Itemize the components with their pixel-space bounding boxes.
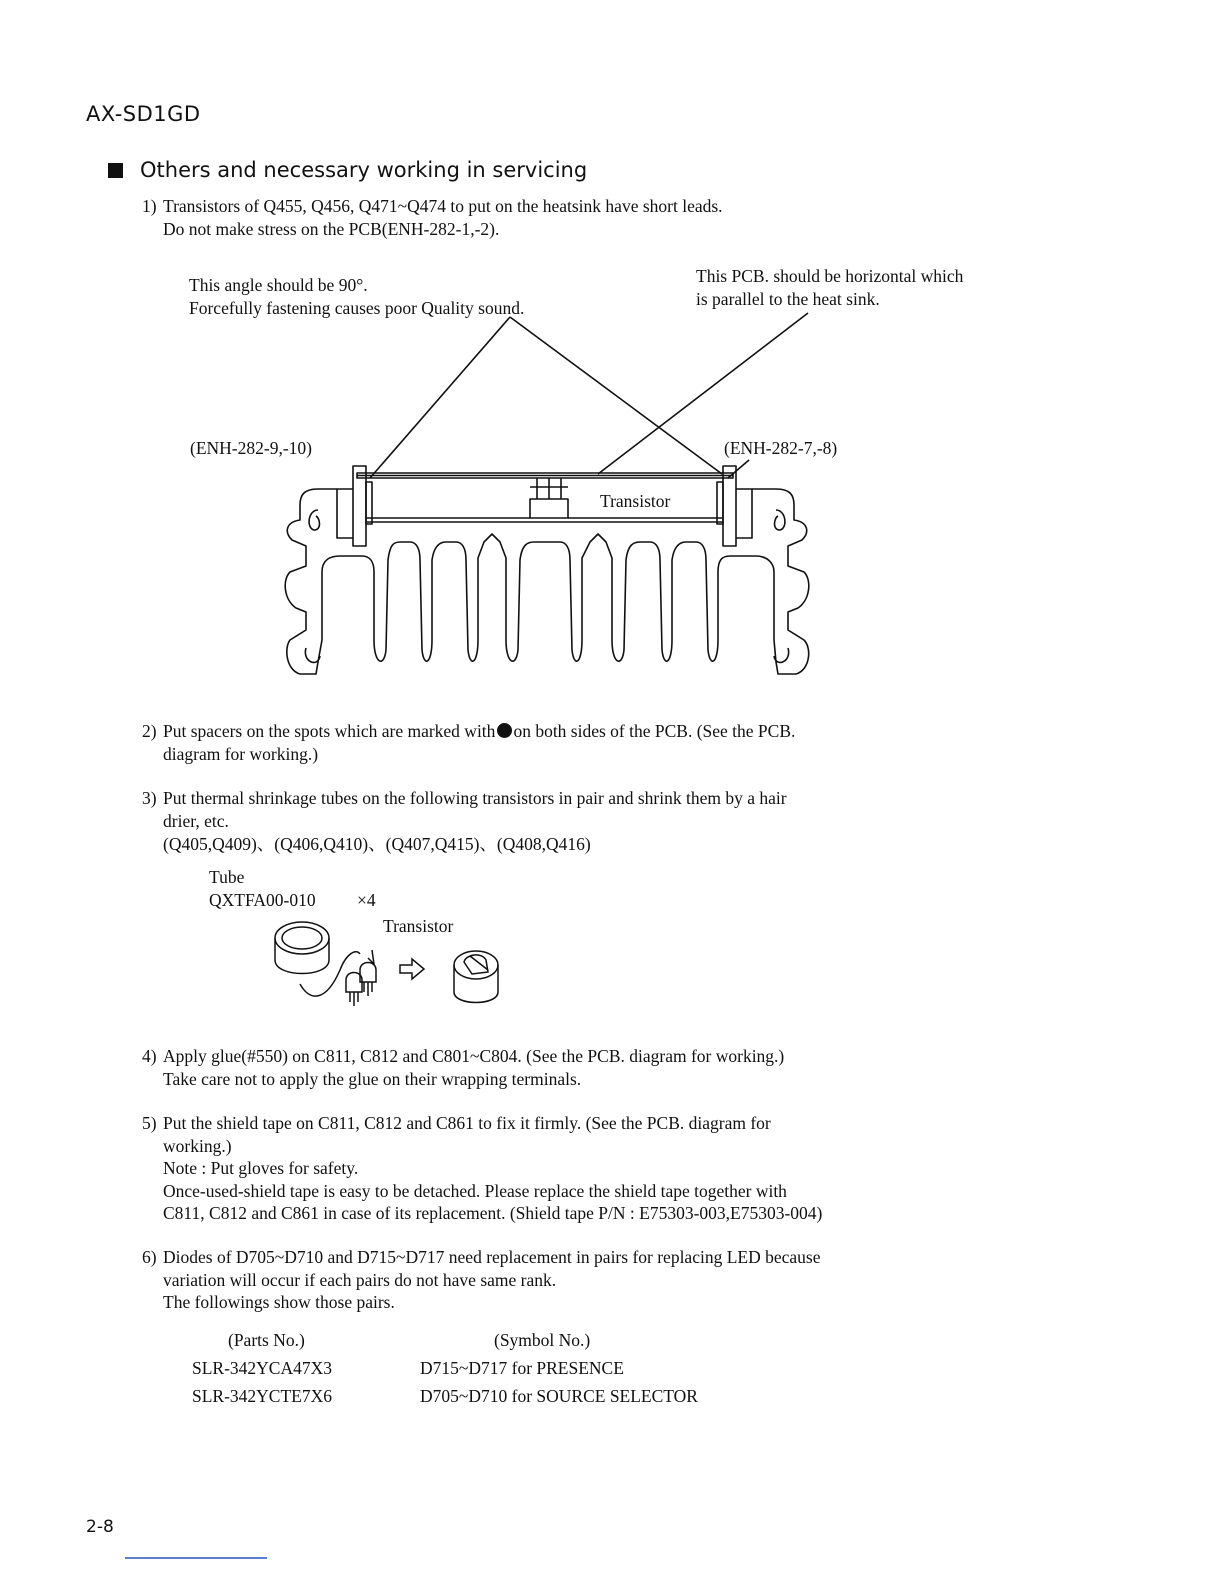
item-5-number: 5): [142, 1113, 157, 1133]
item-2-line-1-a: Put spacers on the spots which are marked with: [163, 721, 496, 741]
heatsink-body: [285, 489, 809, 674]
item-3-line-3: (Q405,Q409)、(Q406,Q410)、(Q407,Q415)、(Q408,Q416): [163, 834, 591, 854]
pcb-board: [357, 473, 733, 478]
diagram-note-angle-2: Forcefully fastening causes poor Quality sound.: [189, 298, 525, 318]
right-bracket: [717, 466, 752, 546]
table-row-1-parts: SLR-342YCA47X3: [192, 1358, 333, 1378]
item-3-line-1: Put thermal shrinkage tubes on the following transistors in pair and shrink them by a hair: [163, 788, 787, 808]
item-1-line-1: Transistors of Q455, Q456, Q471~Q474 to put on the heatsink have short leads.: [163, 196, 723, 216]
item-5-line-1: Put the shield tape on C811, C812 and C861 to fix it firmly. (See the PCB. diagram for: [163, 1113, 771, 1133]
item-5-line-4: Once-used-shield tape is easy to be detached. Please replace the shield tape together with: [163, 1181, 787, 1201]
table-row-1-symbol: D715~D717 for PRESENCE: [420, 1358, 624, 1378]
table-header-symbol: (Symbol No.): [494, 1330, 591, 1350]
item-2-line-2: diagram for working.): [163, 744, 319, 764]
left-bracket: [337, 466, 372, 546]
insert-arrow: [300, 952, 360, 996]
tube-quantity: ×4: [357, 890, 376, 910]
transistor-shape: [530, 478, 568, 518]
tube-icon: [275, 922, 329, 974]
item-1-number: 1): [142, 196, 157, 216]
diagram-note-pcb-2: is parallel to the heat sink.: [696, 289, 880, 309]
item-4-line-1: Apply glue(#550) on C811, C812 and C801~C804. (See the PCB. diagram for working.): [163, 1046, 785, 1066]
item-6-number: 6): [142, 1247, 157, 1267]
tube-label: Tube: [209, 867, 245, 887]
item-6-line-1: Diodes of D705~D710 and D715~D717 need replacement in pairs for replacing LED because: [163, 1247, 821, 1267]
item-5-line-3: Note : Put gloves for safety.: [163, 1158, 359, 1178]
diagram-note-pcb-1: This PCB. should be horizontal which: [696, 266, 964, 286]
item-3-line-2: drier, etc.: [163, 811, 229, 831]
item-1-line-2: Do not make stress on the PCB(ENH-282-1,-2).: [163, 219, 500, 239]
hollow-arrow-icon: [400, 959, 424, 979]
item-4-line-2: Take care not to apply the glue on their wrapping terminals.: [163, 1069, 582, 1089]
footer-rule: [125, 1557, 267, 1559]
tube-part-number: QXTFA00-010: [209, 890, 316, 910]
model-number: AX-SD1GD: [86, 102, 201, 126]
item-3-number: 3): [142, 788, 157, 808]
item-2-number: 2): [142, 721, 157, 741]
table-row-2-parts: SLR-342YCTE7X6: [192, 1386, 332, 1406]
item-5-line-5: C811, C812 and C861 in case of its replacement. (Shield tape P/N : E75303-003,E75303-004): [163, 1203, 823, 1223]
table-row-2-symbol: D705~D710 for SOURCE SELECTOR: [420, 1386, 698, 1406]
item-2-line-1-b: on both sides of the PCB. (See the PCB.: [513, 721, 796, 741]
shrink-tube-diagram: [260, 910, 520, 1020]
diagram-transistor-label: Transistor: [600, 491, 671, 511]
item-4-number: 4): [142, 1046, 157, 1066]
table-header-parts: (Parts No.): [228, 1330, 305, 1350]
shrunk-tube-icon: [454, 951, 498, 1003]
diagram-right-board-label: (ENH-282-7,-8): [724, 438, 838, 458]
page-number: 2-8: [86, 1517, 114, 1537]
diagram-left-board-label: (ENH-282-9,-10): [190, 438, 312, 458]
diagram-note-angle-1: This angle should be 90°.: [189, 275, 368, 295]
item-5-line-2: working.): [163, 1136, 232, 1156]
item-6-line-3: The followings show those pairs.: [163, 1292, 395, 1312]
item-2-line-1: [163, 720, 795, 743]
tube-transistor-label: Transistor: [383, 916, 454, 936]
diagram-leader-lines: [370, 313, 808, 478]
screw-slot-icons: [305, 510, 788, 662]
section-title: Others and necessary working in servicing: [140, 158, 588, 182]
item-6-line-2: variation will occur if each pairs do not have same rank.: [163, 1270, 557, 1290]
spacer-dot-icon: [497, 723, 512, 738]
transistor-pair-icon: [346, 963, 376, 1007]
heatsink-diagram: [0, 0, 1224, 700]
